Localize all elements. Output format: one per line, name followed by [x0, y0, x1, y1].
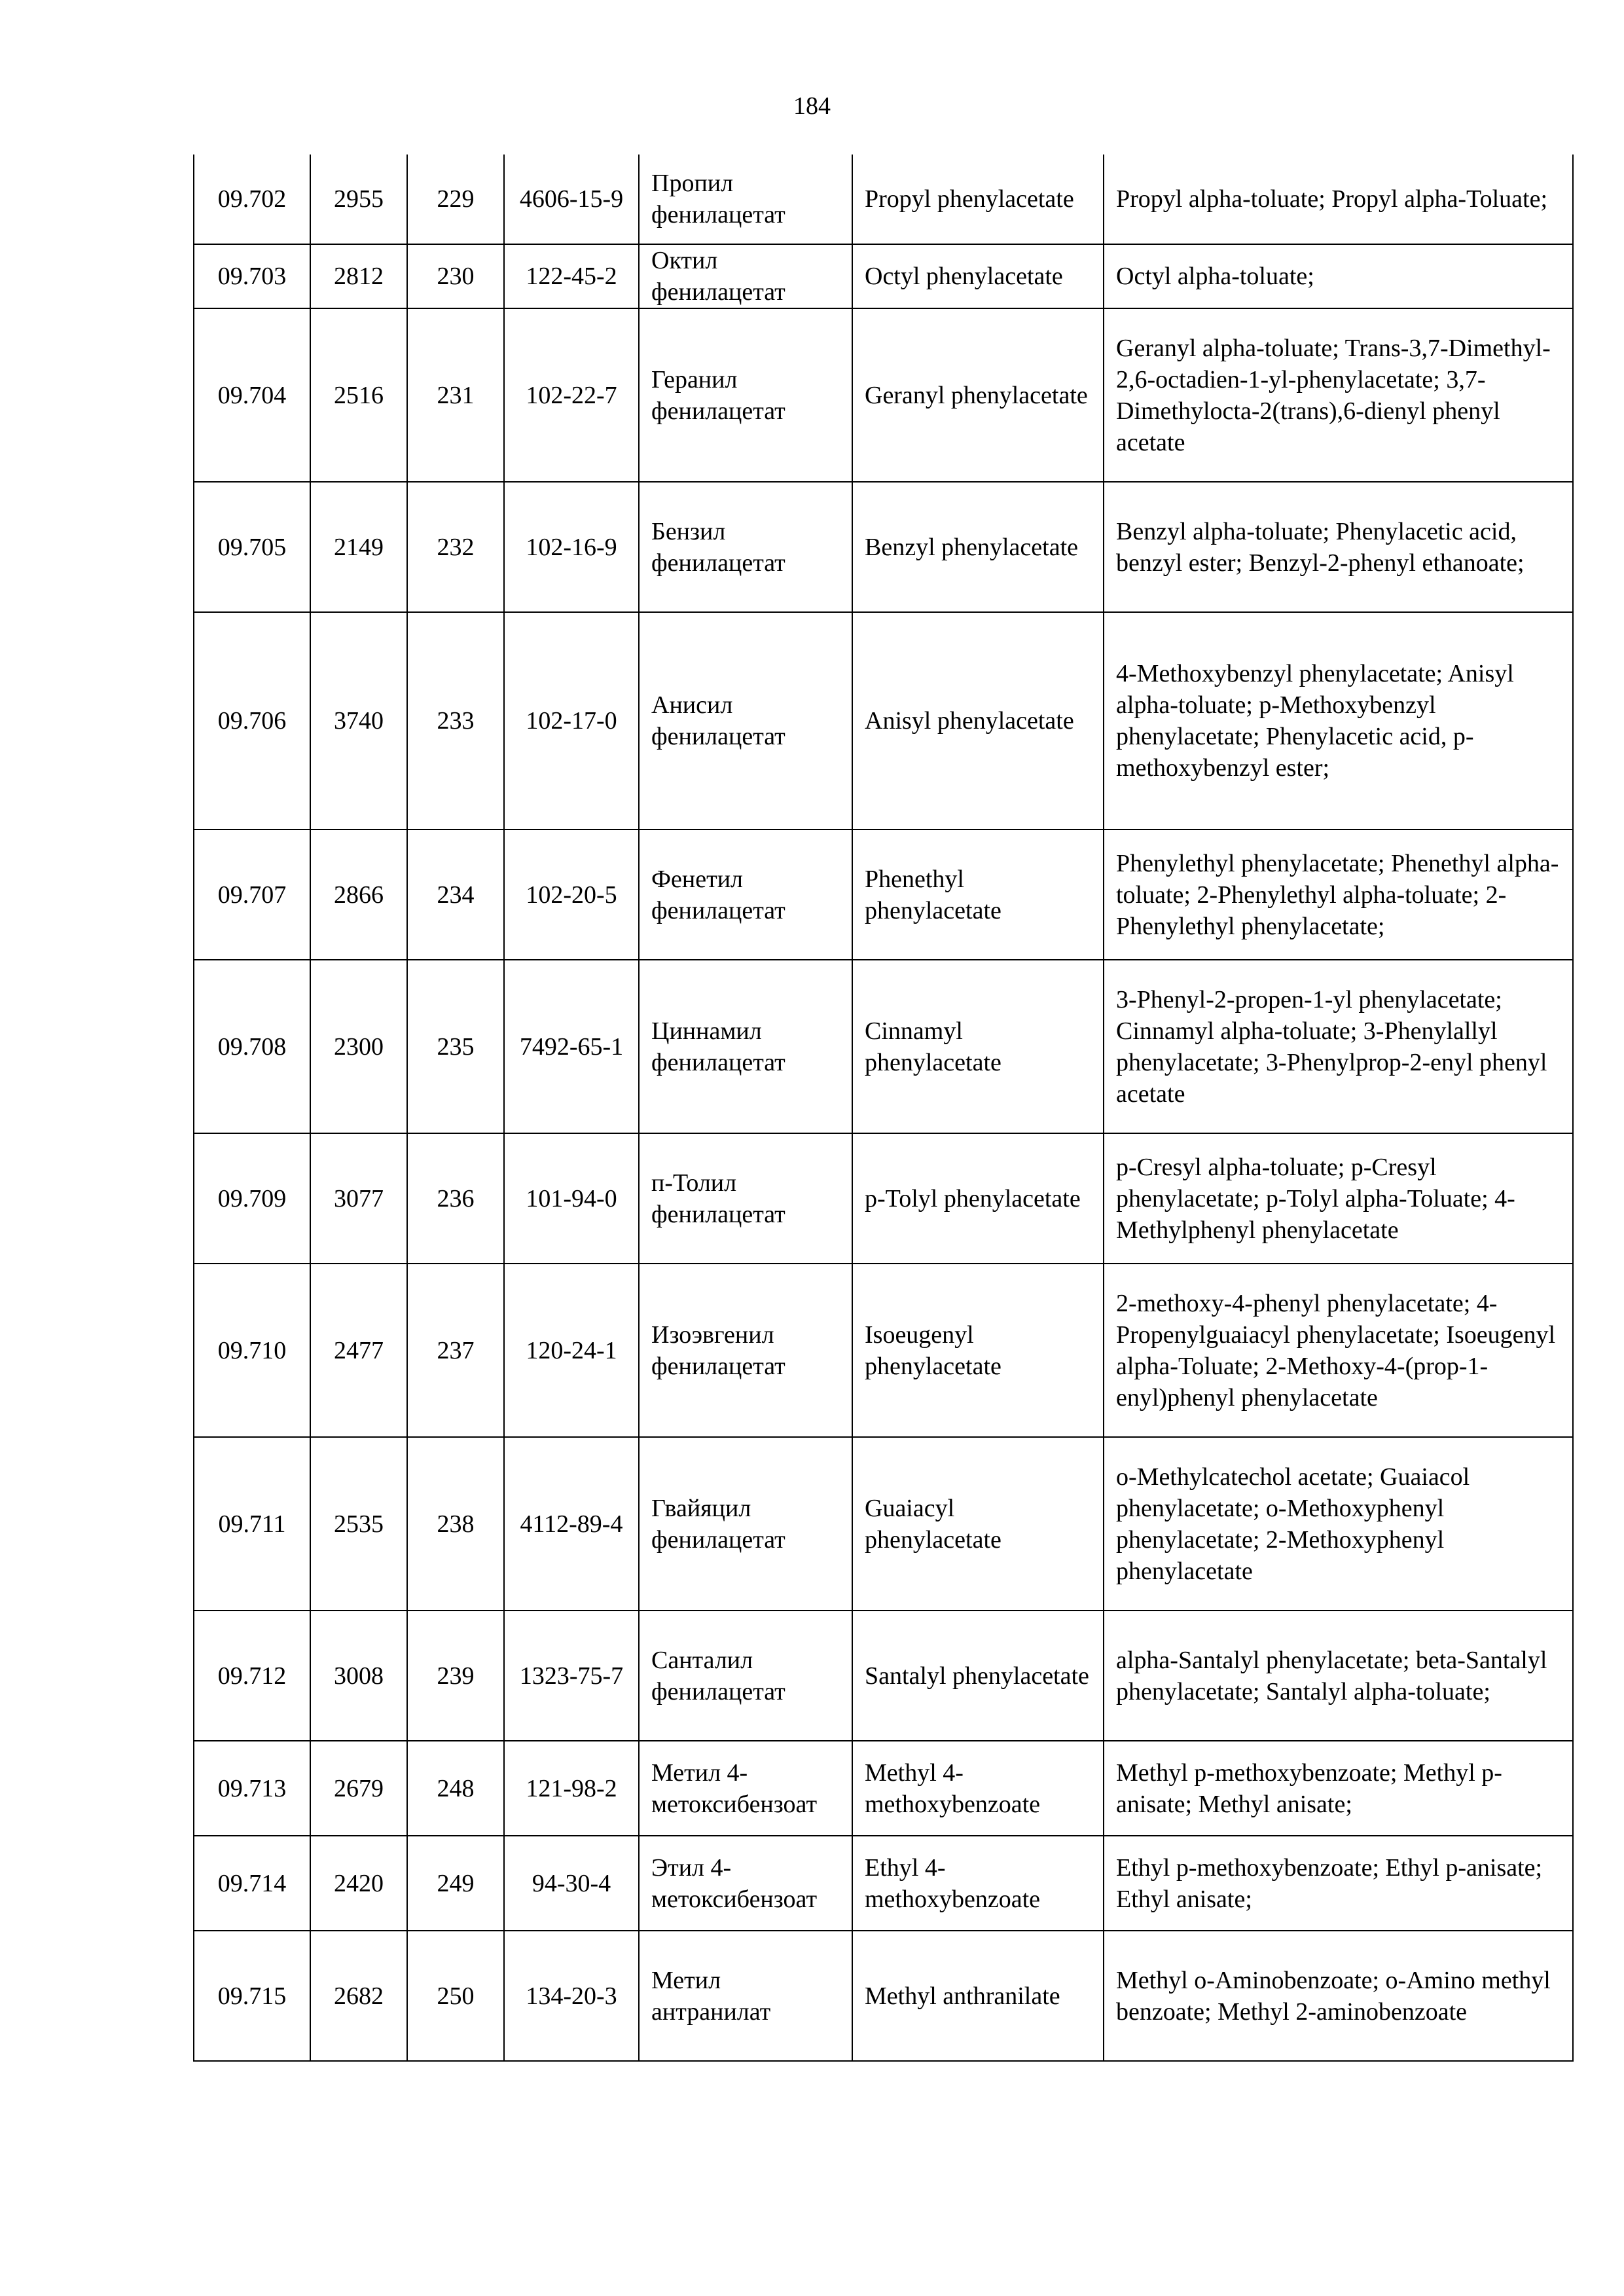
number-cell: 3008 [310, 1611, 407, 1741]
number-cell: 238 [407, 1437, 504, 1611]
synonyms-cell: Phenylethyl phenylacetate; Phenethyl alpha-toluate; 2-Phenylethyl alpha-toluate; 2-Phenylethyl phenylacetate; [1104, 829, 1573, 960]
number-cell: 248 [407, 1741, 504, 1836]
table-row [194, 308, 1573, 482]
synonyms-cell: 2-methoxy-4-phenyl phenylacetate; 4-Propenylguaiacyl phenylacetate; Isoeugenyl alpha-Toluate; 2-Methoxy-4-(prop-1-enyl)phenyl phenylacetate [1104, 1264, 1573, 1437]
number-cell: 250 [407, 1931, 504, 2061]
code-cell: 09.710 [194, 1264, 310, 1437]
cas-cell: 4112-89-4 [504, 1437, 639, 1611]
number-cell: 2866 [310, 829, 407, 960]
table-row [194, 155, 1573, 244]
english-name-cell: Isoeugenyl phenylacetate [852, 1264, 1104, 1437]
cas-cell: 102-17-0 [504, 612, 639, 829]
synonyms-cell: Benzyl alpha-toluate; Phenylacetic acid, benzyl ester; Benzyl-2-phenyl ethanoate; [1104, 482, 1573, 612]
russian-name-cell: Пропил фенилацетат [639, 155, 852, 244]
english-name-cell: Methyl 4-methoxybenzoate [852, 1741, 1104, 1836]
cas-cell: 122-45-2 [504, 244, 639, 308]
number-cell: 233 [407, 612, 504, 829]
number-cell: 232 [407, 482, 504, 612]
russian-name-cell: Санталил фенилацетат [639, 1611, 852, 1741]
code-cell: 09.712 [194, 1611, 310, 1741]
russian-name-cell: Гвайяцил фенилацетат [639, 1437, 852, 1611]
russian-name-cell: Изоэвгенил фенилацетат [639, 1264, 852, 1437]
table-body [194, 155, 1573, 2061]
synonyms-cell: Geranyl alpha-toluate; Trans-3,7-Dimethyl-2,6-octadien-1-yl-phenylacetate; 3,7-Dimethylocta-2(trans),6-dienyl phenyl acetate [1104, 308, 1573, 482]
cas-cell: 4606-15-9 [504, 155, 639, 244]
number-cell: 2477 [310, 1264, 407, 1437]
code-cell: 09.706 [194, 612, 310, 829]
russian-name-cell: Метил антранилат [639, 1931, 852, 2061]
table-row [194, 1264, 1573, 1437]
cas-cell: 1323-75-7 [504, 1611, 639, 1741]
russian-name-cell: Метил 4-метоксибензоат [639, 1741, 852, 1836]
number-cell: 231 [407, 308, 504, 482]
number-cell: 2955 [310, 155, 407, 244]
table-row [194, 1931, 1573, 2061]
english-name-cell: Octyl phenylacetate [852, 244, 1104, 308]
cas-cell: 7492-65-1 [504, 960, 639, 1133]
cas-cell: 102-20-5 [504, 829, 639, 960]
page-number: 184 [793, 92, 831, 120]
table-row [194, 1741, 1573, 1836]
number-cell: 234 [407, 829, 504, 960]
table-row [194, 244, 1573, 308]
cas-cell: 120-24-1 [504, 1264, 639, 1437]
code-cell: 09.714 [194, 1836, 310, 1931]
synonyms-cell: Methyl p-methoxybenzoate; Methyl p-anisate; Methyl anisate; [1104, 1741, 1573, 1836]
english-name-cell: Geranyl phenylacetate [852, 308, 1104, 482]
synonyms-cell: p-Cresyl alpha-toluate; p-Cresyl phenylacetate; p-Tolyl alpha-Toluate; 4-Methylphenyl phenylacetate [1104, 1133, 1573, 1264]
code-cell: 09.703 [194, 244, 310, 308]
english-name-cell: Phenethyl phenylacetate [852, 829, 1104, 960]
code-cell: 09.705 [194, 482, 310, 612]
english-name-cell: p-Tolyl phenylacetate [852, 1133, 1104, 1264]
cas-cell: 101-94-0 [504, 1133, 639, 1264]
russian-name-cell: Октил фенилацетат [639, 244, 852, 308]
number-cell: 2420 [310, 1836, 407, 1931]
english-name-cell: Methyl anthranilate [852, 1931, 1104, 2061]
number-cell: 236 [407, 1133, 504, 1264]
table-row [194, 1437, 1573, 1611]
number-cell: 2516 [310, 308, 407, 482]
cas-cell: 94-30-4 [504, 1836, 639, 1931]
synonyms-cell: 4-Methoxybenzyl phenylacetate; Anisyl alpha-toluate; p-Methoxybenzyl phenylacetate; Phenylacetic acid, p-methoxybenzyl ester; [1104, 612, 1573, 829]
english-name-cell: Cinnamyl phenylacetate [852, 960, 1104, 1133]
synonyms-cell: Methyl o-Aminobenzoate; o-Amino methyl benzoate; Methyl 2-aminobenzoate [1104, 1931, 1573, 2061]
english-name-cell: Guaiacyl phenylacetate [852, 1437, 1104, 1611]
russian-name-cell: Геранил фенилацетат [639, 308, 852, 482]
number-cell: 3077 [310, 1133, 407, 1264]
table-row [194, 1133, 1573, 1264]
code-cell: 09.715 [194, 1931, 310, 2061]
number-cell: 2149 [310, 482, 407, 612]
russian-name-cell: Циннамил фенилацетат [639, 960, 852, 1133]
number-cell: 239 [407, 1611, 504, 1741]
synonyms-cell: Ethyl p-methoxybenzoate; Ethyl p-anisate; Ethyl anisate; [1104, 1836, 1573, 1931]
cas-cell: 102-22-7 [504, 308, 639, 482]
substance-table [193, 155, 1574, 2062]
code-cell: 09.704 [194, 308, 310, 482]
number-cell: 249 [407, 1836, 504, 1931]
table-row [194, 482, 1573, 612]
russian-name-cell: Фенетил фенилацетат [639, 829, 852, 960]
table-row [194, 1836, 1573, 1931]
english-name-cell: Santalyl phenylacetate [852, 1611, 1104, 1741]
synonyms-cell: Octyl alpha-toluate; [1104, 244, 1573, 308]
code-cell: 09.709 [194, 1133, 310, 1264]
english-name-cell: Benzyl phenylacetate [852, 482, 1104, 612]
code-cell: 09.702 [194, 155, 310, 244]
synonyms-cell: o-Methylcatechol acetate; Guaiacol phenylacetate; o-Methoxyphenyl phenylacetate; 2-Methoxyphenyl phenylacetate [1104, 1437, 1573, 1611]
russian-name-cell: п-Толил фенилацетат [639, 1133, 852, 1264]
cas-cell: 121-98-2 [504, 1741, 639, 1836]
cas-cell: 134-20-3 [504, 1931, 639, 2061]
number-cell: 237 [407, 1264, 504, 1437]
code-cell: 09.708 [194, 960, 310, 1133]
english-name-cell: Propyl phenylacetate [852, 155, 1104, 244]
number-cell: 229 [407, 155, 504, 244]
english-name-cell: Anisyl phenylacetate [852, 612, 1104, 829]
number-cell: 2682 [310, 1931, 407, 2061]
number-cell: 2300 [310, 960, 407, 1133]
cas-cell: 102-16-9 [504, 482, 639, 612]
english-name-cell: Ethyl 4-methoxybenzoate [852, 1836, 1104, 1931]
synonyms-cell: Propyl alpha-toluate; Propyl alpha-Toluate; [1104, 155, 1573, 244]
number-cell: 235 [407, 960, 504, 1133]
code-cell: 09.711 [194, 1437, 310, 1611]
russian-name-cell: Этил 4-метоксибензоат [639, 1836, 852, 1931]
table-row [194, 960, 1573, 1133]
number-cell: 2535 [310, 1437, 407, 1611]
table-row [194, 1611, 1573, 1741]
synonyms-cell: alpha-Santalyl phenylacetate; beta-Santalyl phenylacetate; Santalyl alpha-toluate; [1104, 1611, 1573, 1741]
code-cell: 09.707 [194, 829, 310, 960]
number-cell: 2679 [310, 1741, 407, 1836]
table-row [194, 612, 1573, 829]
number-cell: 230 [407, 244, 504, 308]
synonyms-cell: 3-Phenyl-2-propen-1-yl phenylacetate; Cinnamyl alpha-toluate; 3-Phenylallyl phenylacetate; 3-Phenylprop-2-enyl phenyl acetate [1104, 960, 1573, 1133]
number-cell: 3740 [310, 612, 407, 829]
code-cell: 09.713 [194, 1741, 310, 1836]
table-row [194, 829, 1573, 960]
number-cell: 2812 [310, 244, 407, 308]
russian-name-cell: Анисил фенилацетат [639, 612, 852, 829]
russian-name-cell: Бензил фенилацетат [639, 482, 852, 612]
